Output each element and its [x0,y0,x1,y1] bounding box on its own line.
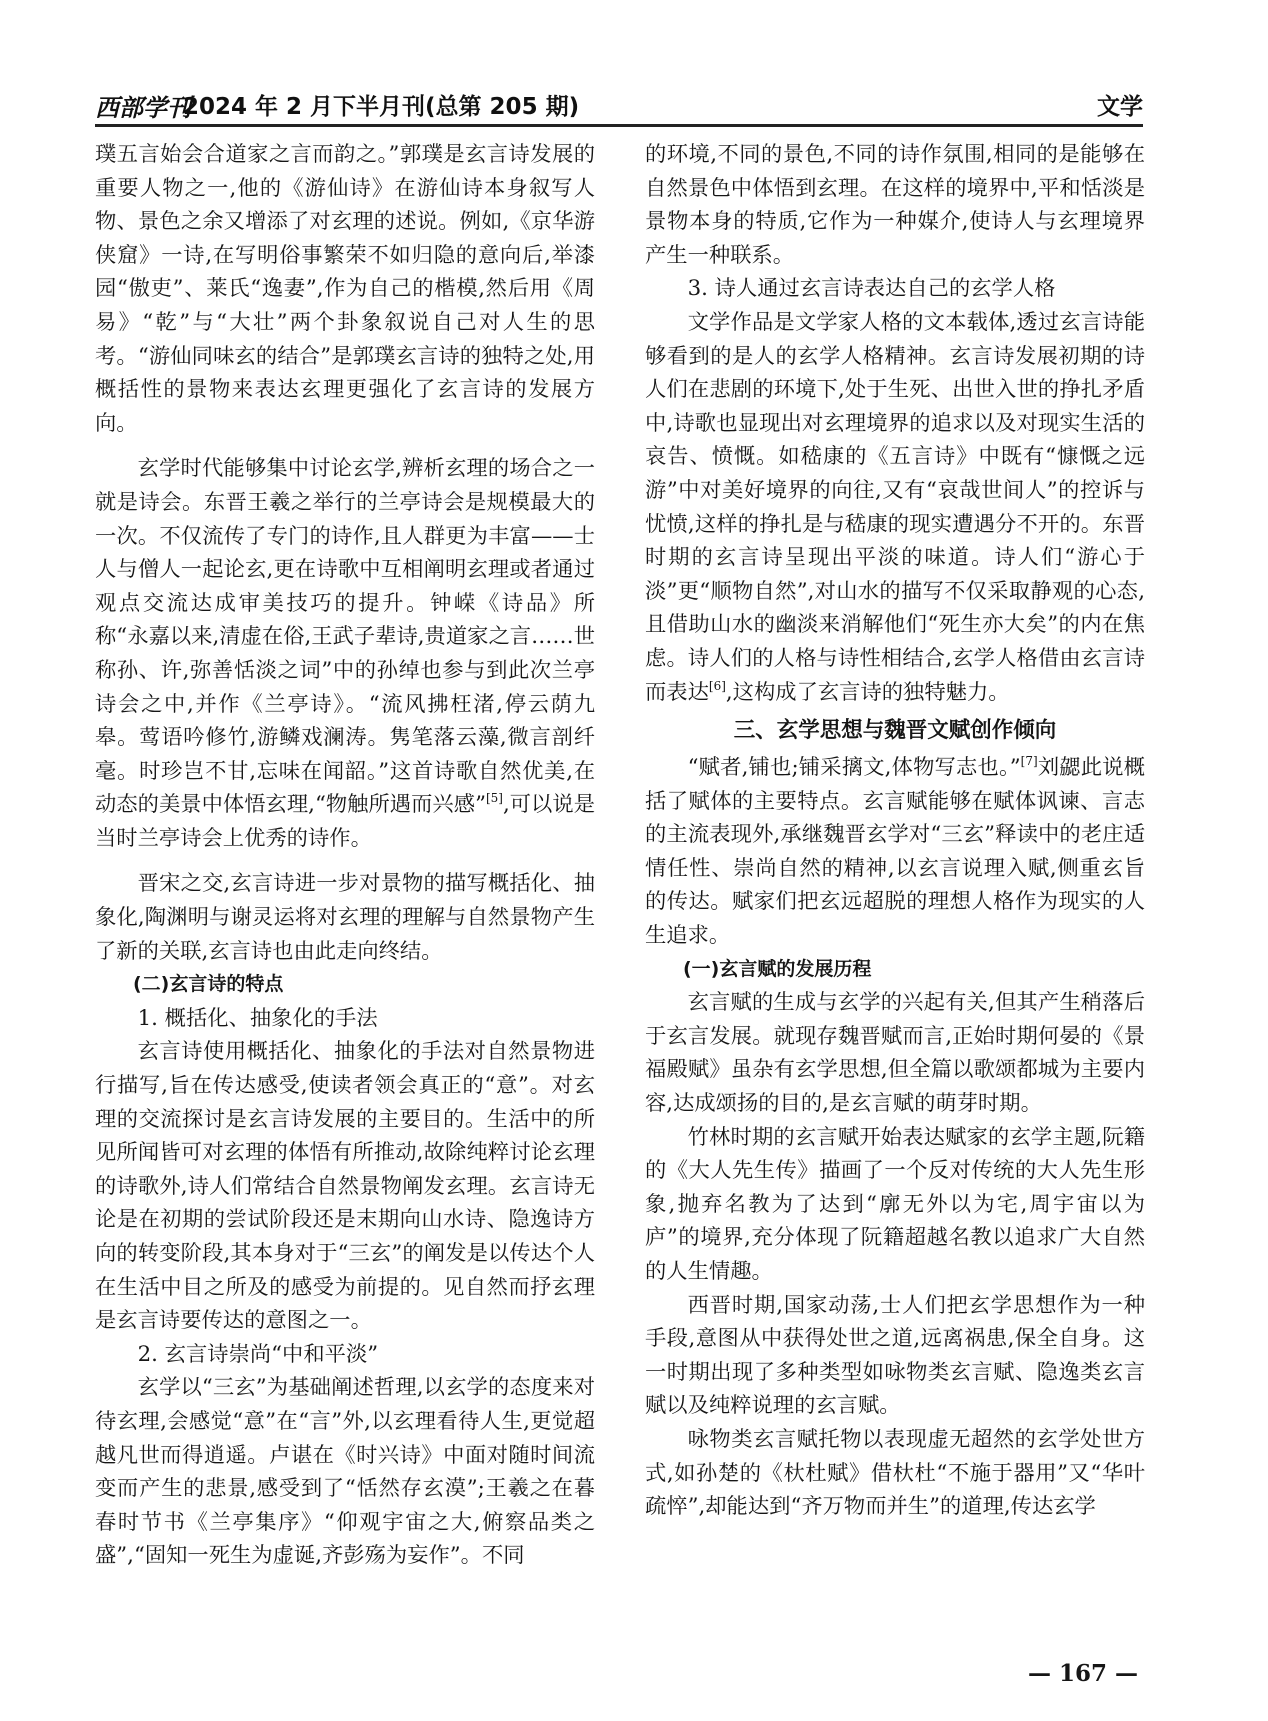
citation-ref: [6] [708,678,726,693]
citation-ref: [5] [485,791,503,806]
paragraph: “赋者,铺也;铺采摛文,体物写志也。”[7]刘勰此说概括了赋体的主要特点。玄言赋能够在赋体讽谏、言志的主流表现外,承继魏晋玄学对“三玄”释读中的老庄适情任性、崇尚自然的精神,以玄言说理入赋,侧重玄旨的传达。赋家们把玄远超脱的理想人格作为现实的人生追求。 [645,754,1145,949]
right-column [645,138,1145,1524]
subsection-heading: (一)玄言赋的发展历程 [683,957,872,980]
issue-info: 2024 年 2 月下半月刊(总第 205 期) [183,94,580,120]
paragraph: 西晋时期,国家动荡,士人们把玄学思想作为一种手段,意图从中获得处世之道,远离祸患,保全自身。这一时期出现了多种类型如咏物类玄言赋、隐逸类玄言赋以及纯粹说理的玄言赋。 [645,1292,1145,1419]
sub-heading: 2. 玄言诗崇尚“中和平淡” [137,1341,379,1367]
section-label: 文学 [1097,94,1143,120]
journal-logo: 西部学刊 [95,93,191,122]
sub-heading: 1. 概括化、抽象化的手法 [137,1005,378,1031]
paragraph: 竹林时期的玄言赋开始表达赋家的玄学主题,阮籍的《大人先生传》描画了一个反对传统的大人先生形象,抛弃名教为了达到“廓无外以为宅,周宇宙以为庐”的境界,充分体现了阮籍超越名教以追求广大自然的人生情趣。 [645,1124,1145,1284]
left-column [95,138,595,1573]
paragraph: 璞五言始会合道家之言而韵之。”郭璞是玄言诗发展的重要人物之一,他的《游仙诗》在游仙诗本身叙写人物、景色之余又增添了对玄理的述说。例如,《京华游侠窟》一诗,在写明俗事繁荣不如归隐的意向后,举漆园“傲吏”、莱氏“逸妻”,作为自己的楷模,然后用《周易》“乾”与“大壮”两个卦象叙说自己对人生的思考。“游仙同味玄的结合”是郭璞玄言诗的独特之处,用概括性的景物来表达玄理更强化了玄言诗的发展方向。 [95,142,595,436]
sub-heading: 3. 诗人通过玄言诗表达自己的玄学人格 [687,276,1056,302]
paragraph: 咏物类玄言赋托物以表现虚无超然的玄学处世方式,如孙楚的《杕杜赋》借杕杜“不施于器用”又“华叶疏悴”,却能达到“齐万物而并生”的道理,传达玄学 [645,1426,1145,1520]
paragraph: 晋宋之交,玄言诗进一步对景物的描写概括化、抽象化,陶渊明与谢灵运将对玄理的理解与自然景物产生了新的关联,玄言诗也由此走向终结。 [95,871,595,964]
paragraph: 玄学时代能够集中讨论玄学,辨析玄理的场合之一就是诗会。东晋王羲之举行的兰亭诗会是规模最大的一次。不仅流传了专门的诗作,且人群更为丰富——士人与僧人一起论玄,更在诗歌中互相阐明玄理或者通过观点交流达成审美技巧的提升。钟嵘《诗品》所称“永嘉以来,清虚在俗,王武子辈诗,贵道家之言……世称孙、许,弥善恬淡之词”中的孙绰也参与到此次兰亭诗会之中,并作《兰亭诗》。“流风拂枉渚,停云荫九皋。莺语吟修竹,游鳞戏澜涛。隽笔落云藻,微言剖纤毫。时珍岂不甘,忘味在闻韶。”这首诗歌自然优美,在动态的美景中体悟玄理,“物触所遇而兴感”[5],可以说是当时兰亭诗会上优秀的诗作。 [95,456,595,851]
running-header [95,88,1143,127]
section-heading: 三、玄学思想与魏晋文赋创作倾向 [733,718,1057,744]
paragraph: 玄言赋的生成与玄学的兴起有关,但其产生稍落后于玄言发展。就现存魏晋赋而言,正始时期何晏的《景福殿赋》虽杂有玄学思想,但全篇以歌颂都城为主要内容,达成颂扬的目的,是玄言赋的萌芽时期。 [645,990,1145,1117]
paragraph: 玄言诗使用概括化、抽象化的手法对自然景物进行描写,旨在传达感受,使读者领会真正的“意”。对玄理的交流探讨是玄言诗发展的主要目的。生活中的所见所闻皆可对玄理的体悟有所推动,故除纯粹讨论玄理的诗歌外,诗人们常结合自然景物阐发玄理。玄言诗无论是在初期的尝试阶段还是末期向山水诗、隐逸诗方向的转变阶段,其本身对于“三玄”的阐发是以传达个人在生活中目之所及的感受为前提的。见自然而抒玄理是玄言诗要传达的意图之一。 [95,1039,595,1334]
subsection-heading: (二)玄言诗的特点 [133,973,284,996]
paragraph: 文学作品是文学家人格的文本载体,透过玄言诗能够看到的是人的玄学人格精神。玄言诗发展初期的诗人们在悲剧的环境下,处于生死、出世入世的挣扎矛盾中,诗歌也显现出对玄理境界的追求以及对现实生活的哀告、愤慨。如嵇康的《五言诗》中既有“慷慨之远游”中对美好境界的向往,又有“哀哉世间人”的控诉与忧愤,这样的挣扎是与嵇康的现实遭遇分不开的。东晋时期的玄言诗呈现出平淡的味道。诗人们“游心于淡”更“顺物自然”,对山水的描写不仅采取静观的心态,且借助山水的幽淡来消解他们“死生亦大矣”的内在焦虑。诗人们的人格与诗性相结合,玄学人格借由玄言诗而表达[6],这构成了玄言诗的独特魅力。 [645,309,1145,705]
paragraph: 的环境,不同的景色,不同的诗作氛围,相同的是能够在自然景色中体悟到玄理。在这样的境界中,平和恬淡是景物本身的特质,它作为一种媒介,使诗人与玄理境界产生一种联系。 [645,142,1145,268]
page-number: — 167 — [1027,1660,1138,1687]
citation-ref: [7] [1020,754,1038,769]
paragraph: 玄学以“三玄”为基础阐述哲理,以玄学的态度来对待玄理,会感觉“意”在“言”外,以玄理看待人生,更觉超越凡世而得逍遥。卢谌在《时兴诗》中面对随时间流变而产生的悲景,感受到了“恬然存玄漠”;王羲之在暮春时节书《兰亭集序》“仰观宇宙之大,俯察品类之盛”,“固知一死生为虚诞,齐彭殇为妄作”。不同 [95,1375,595,1569]
